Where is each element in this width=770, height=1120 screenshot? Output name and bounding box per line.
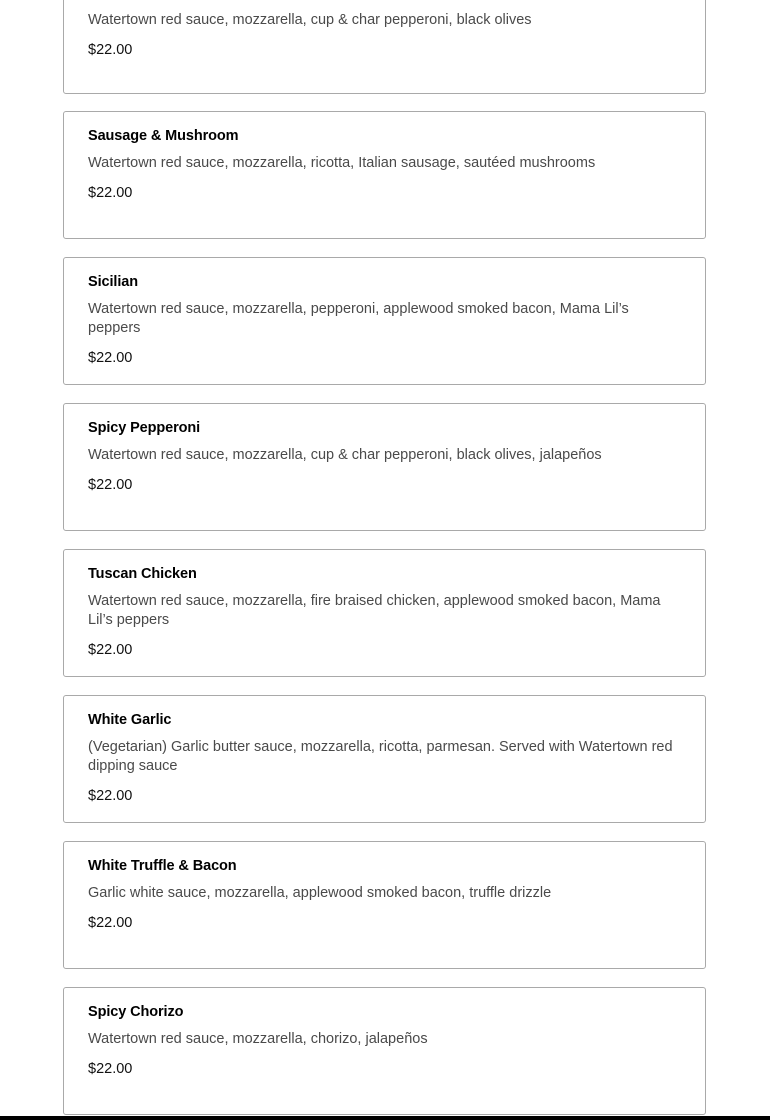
menu-item-name: White Truffle & Bacon: [88, 858, 237, 874]
menu-item-description: (Vegetarian) Garlic butter sauce, mozzarella, ricotta, parmesan. Served with Watertown red dipping sauce: [88, 739, 673, 774]
menu-item-name: Spicy Chorizo: [88, 1004, 184, 1020]
menu-item-name: White Garlic: [88, 712, 172, 728]
menu-item-card[interactable]: [63, 987, 706, 1115]
menu-item-description: Garlic white sauce, mozzarella, applewood smoked bacon, truffle drizzle: [88, 885, 552, 901]
menu-item-price: $22.00: [88, 185, 133, 201]
menu-item-price: $22.00: [88, 788, 133, 804]
menu-item-card[interactable]: [63, 549, 706, 677]
menu-item-card[interactable]: [63, 0, 706, 94]
menu-item-card[interactable]: [63, 695, 706, 823]
menu-item-content: [88, 126, 685, 203]
menu-item-price: $22.00: [88, 350, 133, 366]
menu-item-card[interactable]: [63, 257, 706, 385]
menu-item-content: [88, 272, 685, 368]
menu-item-content: [88, 1002, 685, 1079]
menu-item-price: $22.00: [88, 477, 133, 493]
menu-item-card[interactable]: [63, 111, 706, 239]
menu-item-description: Watertown red sauce, mozzarella, cup & char pepperoni, black olives, jalapeños: [88, 447, 602, 463]
menu-item-name: Sicilian: [88, 274, 138, 290]
menu-item-description: Watertown red sauce, mozzarella, cup & char pepperoni, black olives: [88, 12, 532, 28]
menu-item-price: $22.00: [88, 915, 133, 931]
menu-item-card[interactable]: [63, 403, 706, 531]
menu-item-card[interactable]: [63, 841, 706, 969]
menu-item-description: Watertown red sauce, mozzarella, chorizo, jalapeños: [88, 1031, 428, 1047]
menu-item-price: $22.00: [88, 1061, 133, 1077]
menu-item-description: Watertown red sauce, mozzarella, ricotta, Italian sausage, sautéed mushrooms: [88, 155, 596, 171]
menu-item-content: [88, 710, 685, 806]
menu-item-price: $22.00: [88, 642, 133, 658]
menu-item-content: [88, 564, 685, 660]
menu-item-description: Watertown red sauce, mozzarella, fire braised chicken, applewood smoked bacon, Mama Lil’s peppers: [88, 593, 661, 628]
menu-item-name: Spicy Pepperoni: [88, 420, 201, 436]
menu-item-price: $22.00: [88, 42, 133, 58]
menu-item-content: [88, 856, 685, 933]
bottom-bar: [0, 1116, 770, 1120]
menu-item-content: [88, 418, 685, 495]
menu-item-content: [88, 0, 685, 60]
menu-item-name: Tuscan Chicken: [88, 566, 197, 582]
menu-item-name: Sausage & Mushroom: [88, 128, 239, 144]
menu-item-description: Watertown red sauce, mozzarella, pepperoni, applewood smoked bacon, Mama Lil’s peppers: [88, 301, 629, 336]
